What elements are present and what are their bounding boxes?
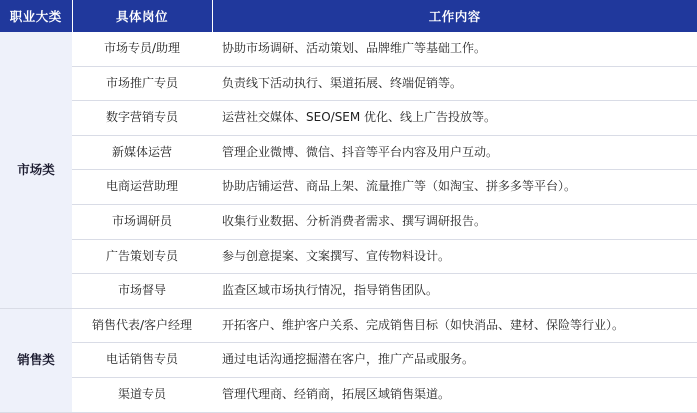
column-header-position: 具体岗位 (72, 0, 212, 32)
content-cell: 通过电话沟通挖掘潜在客户，推广产品或服务。 (212, 343, 697, 378)
table-body (0, 32, 697, 412)
table-row (0, 66, 697, 101)
column-header-category: 职业大类 (0, 0, 72, 32)
content-cell: 监查区域市场执行情况，指导销售团队。 (212, 274, 697, 309)
table-row (0, 343, 697, 378)
table-row (0, 135, 697, 170)
position-cell: 市场推广专员 (72, 66, 212, 101)
position-cell: 电话销售专员 (72, 343, 212, 378)
category-cell-sales: 销售类 (0, 308, 72, 412)
table-row (0, 377, 697, 412)
position-cell: 广告策划专员 (72, 239, 212, 274)
category-cell-market: 市场类 (0, 32, 72, 308)
table-row (0, 170, 697, 205)
content-cell: 负责线下活动执行、渠道拓展、终端促销等。 (212, 66, 697, 101)
position-cell: 销售代表/客户经理 (72, 308, 212, 343)
table-row (0, 32, 697, 66)
content-cell: 收集行业数据、分析消费者需求、撰写调研报告。 (212, 204, 697, 239)
table-header-row (0, 0, 697, 32)
table-row (0, 274, 697, 309)
content-cell: 管理代理商、经销商，拓展区域销售渠道。 (212, 377, 697, 412)
position-cell: 市场督导 (72, 274, 212, 309)
column-header-content: 工作内容 (212, 0, 697, 32)
position-cell: 市场调研员 (72, 204, 212, 239)
table-row (0, 239, 697, 274)
position-cell: 市场专员/助理 (72, 32, 212, 66)
content-cell: 协助市场调研、活动策划、品牌维广等基础工作。 (212, 32, 697, 66)
table-row (0, 101, 697, 136)
content-cell: 运营社交媒体、SEO/SEM 优化、线上广告投放等。 (212, 101, 697, 136)
table-header (0, 0, 697, 32)
content-cell: 协助店铺运营、商品上架、流量推广等（如淘宝、拼多多等平台）。 (212, 170, 697, 205)
position-cell: 新媒体运营 (72, 135, 212, 170)
position-cell: 电商运营助理 (72, 170, 212, 205)
table-row (0, 308, 697, 343)
content-cell: 参与创意提案、文案撰写、宣传物料设计。 (212, 239, 697, 274)
table-row (0, 204, 697, 239)
position-cell: 数字营销专员 (72, 101, 212, 136)
content-cell: 开拓客户、维护客户关系、完成销售目标（如快消品、建材、保险等行业）。 (212, 308, 697, 343)
position-cell: 渠道专员 (72, 377, 212, 412)
content-cell: 管理企业微博、微信、抖音等平台内容及用户互动。 (212, 135, 697, 170)
